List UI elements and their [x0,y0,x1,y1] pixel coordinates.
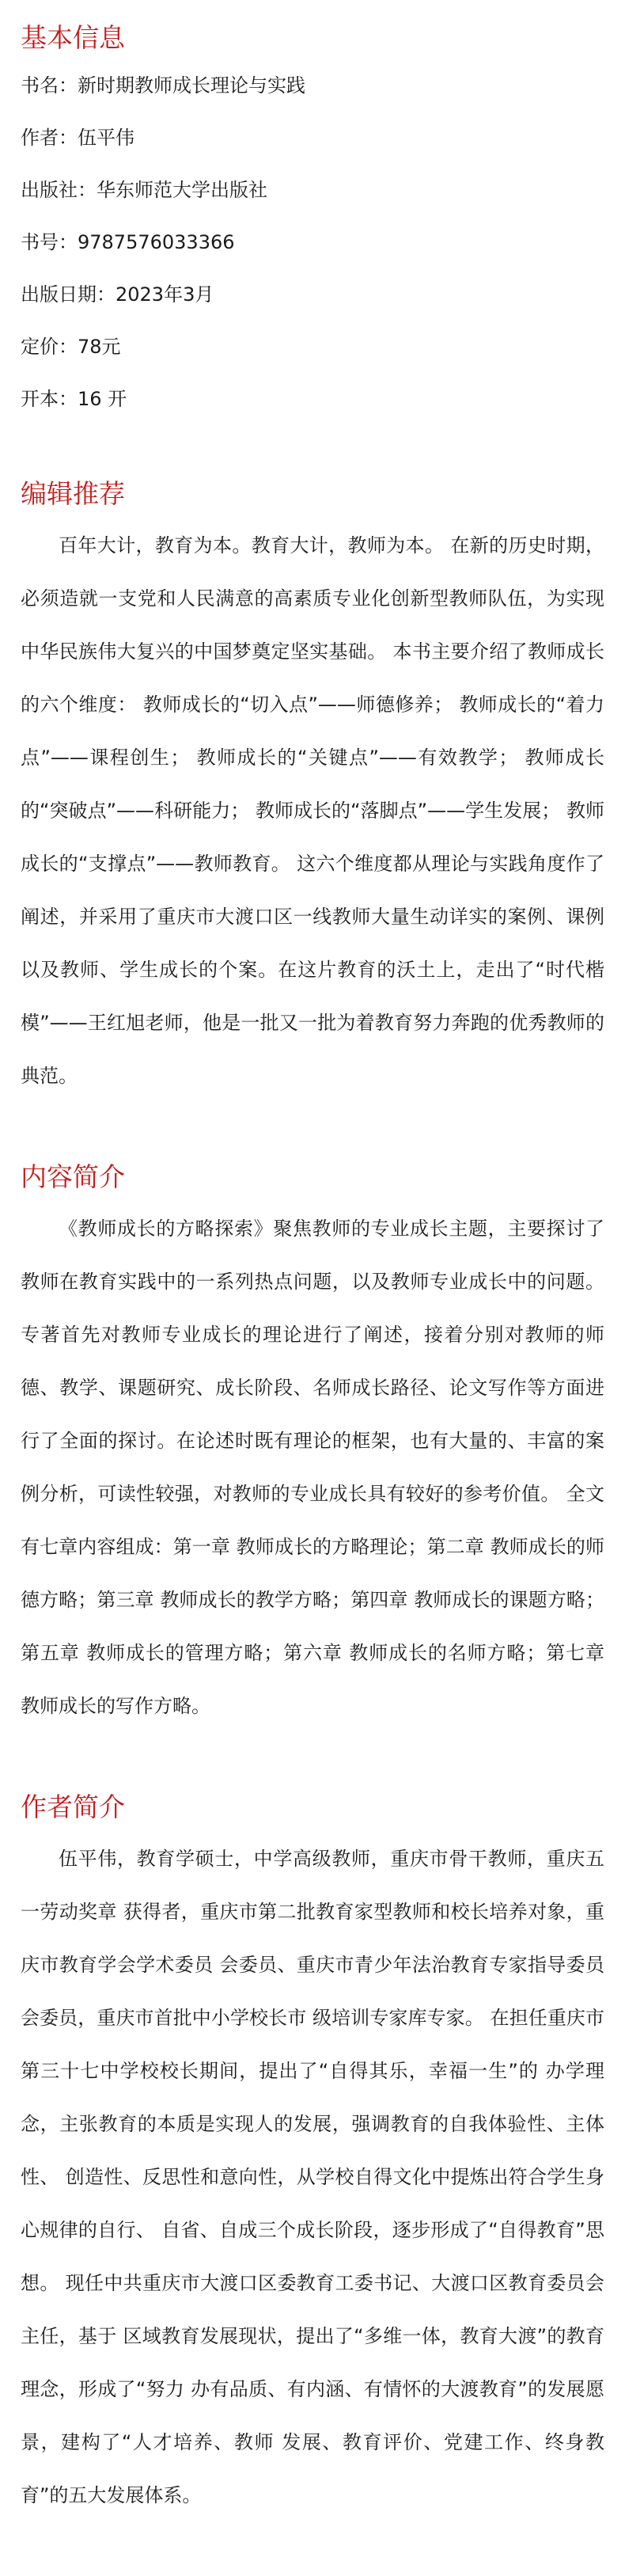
info-row-format [21,386,604,412]
info-label: 出版日期： [21,283,116,306]
content-intro-heading: 内容简介 [21,1161,125,1192]
basic-info-section [21,21,604,412]
info-value-author: 伍平伟 [78,127,134,149]
author-intro-heading: 作者简介 [21,1791,125,1822]
basic-info-heading: 基本信息 [21,22,125,53]
info-label: 开本： [21,388,78,410]
editor-recommend-section [21,477,604,1103]
info-value-title: 新时期教师成长理论与实践 [78,74,305,97]
author-intro-section [21,1790,604,2522]
info-label: 书名： [21,74,78,97]
info-row-author [21,125,604,150]
editor-recommend-text: 百年大计，教育为本。教育大计，教师为本。 在新的历史时期，必须造就一支党和人民满意的高素质专业化创新型教师队伍，为实现中华民族伟大复兴的中国梦奠定坚实基础。 本书主要介绍了教师成长的六个维度： 教师成长的“切入点”——师德修养； 教师成长的“着力点”——课程创生； 教师成长的“关键点”——有效教学； 教师成长的“突破点”——科研能力； 教师成长的“落脚点”——学生发展； 教师成长的“支撑点”——教师教育。 这六个维度都从理论与实践角度作了阐述，并采用了重庆市大渡口区一线教师大量生动详实的案例、课例以及教师、学生成长的个案。在这片教育的沃土上，走出了“时代楷模”——王红旭老师，他是一批又一批为着教育努力奔跑的优秀教师的典范。 [21,534,604,1087]
info-value-publish-date: 2023年3月 [116,283,214,306]
info-value-isbn: 9787576033366 [78,231,235,253]
info-label: 出版社： [21,179,97,201]
info-row-title [21,73,604,98]
content-intro-text: 《教师成长的方略探索》聚焦教师的专业成长主题，主要探讨了教师在教育实践中的一系列热点问题，以及教师专业成长中的问题。专著首先对教师专业成长的理论进行了阐述，接着分别对教师的师德、教学、课题研究、成长阶段、名师成长路径、论文写作等方面进行了全面的探讨。在论述时既有理论的框架，也有大量的、丰富的案例分析，可读性较强，对教师的专业成长具有较好的参考价值。 全文有七章内容组成：第一章 教师成长的方略理论；第二章 教师成长的师德方略；第三章 教师成长的教学方略；第四章 教师成长的课题方略；第五章 教师成长的管理方略；第六章 教师成长的名师方略；第七章 教师成长的写作方略。 [21,1218,604,1717]
info-row-isbn [21,230,604,255]
info-row-publish-date [21,282,604,307]
basic-info-list [21,73,604,412]
editor-recommend-heading: 编辑推荐 [21,478,125,509]
info-label: 定价： [21,336,78,358]
content-intro-section [21,1160,604,1733]
info-value-price: 78元 [78,336,121,358]
info-row-price [21,334,604,359]
info-label: 书号： [21,231,78,253]
info-label: 作者： [21,127,78,149]
info-value-publisher: 华东师范大学出版社 [97,179,267,201]
info-row-publisher [21,177,604,203]
author-intro-text: 伍平伟，教育学硕士，中学高级教师，重庆市骨干教师，重庆五一劳动奖章 获得者，重庆市第二批教育家型教师和校长培养对象，重庆市教育学会学术委员 会委员、重庆市青少年法治教育专家指导委员会委员，重庆市首批中小学校长市 级培训专家库专家。 在担任重庆市第三十七中学校校长期间，提出了“自得其乐，幸福一生”的 办学理念，主张教育的本质是实现人的发展，强调教育的自我体验性、主体性、 创造性、反思性和意向性，从学校自得文化中提炼出符合学生身心规律的自行、 自省、自成三个成长阶段，逐步形成了“自得教育”思想。 现任中共重庆市大渡口区委教育工委书记、大渡口区教育委员会主任，基于 区域教育发展现状，提出了“多维一体，教育大渡”的教育理念，形成了“努力 办有品质、有内涵、有情怀的大渡教育”的发展愿景，建构了“人才培养、教师 发展、教育评价、党建工作、终身教育”的五大发展体系。 [21,1848,604,2506]
info-value-format: 16 开 [78,388,127,410]
